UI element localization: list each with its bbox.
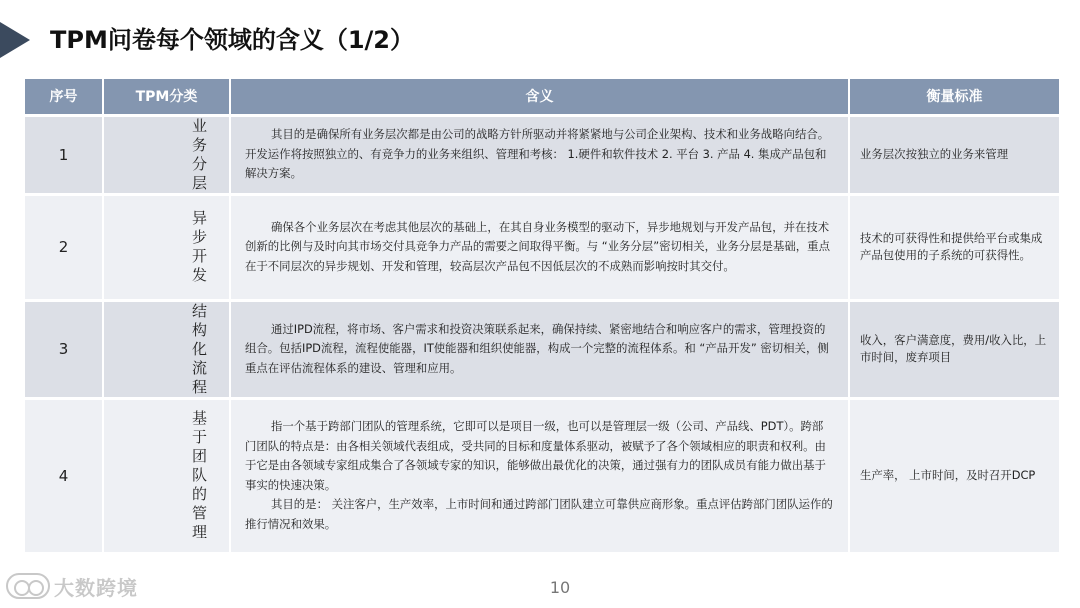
logo-text: 大数跨境 (54, 575, 138, 600)
row-category: 业务分层 (103, 115, 230, 194)
row-category: 异步开发 (103, 194, 230, 300)
row-category: 结构化流程 (103, 300, 230, 398)
meaning-paragraph: 其目的是确保所有业务层次都是由公司的战略方针所驱动并将紧紧地与公司企业架构、技术和业务战略向结合。开发运作将按照独立的、有竞争力的业务来组织、管理和考核： 1.硬件和软件技术 2. 平台 3. 产品 4. 集成产品包和解决方案。 (245, 127, 830, 181)
meaning-paragraph: 其目的是： 关注客户，生产效率，上市时间和通过跨部门团队建立可靠供应商形象。重点评估跨部门团队运作的推行情况和效果。 (245, 497, 833, 531)
row-meaning (230, 194, 849, 300)
row-meaning (230, 300, 849, 398)
table-header-row (25, 79, 1059, 115)
table-row (25, 115, 1059, 194)
tpm-table (25, 79, 1059, 552)
page-number: 10 (549, 578, 571, 597)
page-title: TPM问卷每个领域的含义（1/2） (50, 26, 415, 54)
row-metric: 业务层次按独立的业务来管理 (849, 115, 1059, 194)
row-metric: 技术的可获得性和提供给平台或集成产品包使用的子系统的可获得性。 (849, 194, 1059, 300)
row-number: 1 (25, 115, 103, 194)
meaning-paragraph: 通过IPD流程，将市场、客户需求和投资决策联系起来，确保持续、紧密地结合和响应客户的需求，管理投资的组合。包括IPD流程，流程使能器，IT使能器和组织使能器，构成一个完整的流程体系。和 “产品开发” 密切相关，侧重点在评估流程体系的建设、管理和应用。 (245, 321, 829, 375)
brand-logo (6, 571, 138, 601)
table-row (25, 398, 1059, 552)
header-no: 序号 (25, 79, 103, 115)
logo-icon (6, 573, 50, 599)
table-row (25, 300, 1059, 398)
title-arrow-decoration (0, 22, 30, 58)
row-number: 3 (25, 300, 103, 398)
row-meaning (230, 398, 849, 552)
row-number: 2 (25, 194, 103, 300)
row-category: 基于团队的管理 (103, 398, 230, 552)
header-meaning: 含义 (230, 79, 849, 115)
row-meaning (230, 115, 849, 194)
header-metric: 衡量标准 (849, 79, 1059, 115)
row-metric: 收入，客户满意度，费用/收入比，上市时间，废弃项目 (849, 300, 1059, 398)
meaning-paragraph: 确保各个业务层次在考虑其他层次的基础上，在其自身业务模型的驱动下，异步地规划与开发产品包，并在技术创新的比例与及时向其市场交付具竞争力产品的需要之间取得平衡。与 “业务分层”密切相关，业务分层是基础，重点在于不同层次的异步规划、开发和管理，较高层次产品包不因低层次的不成熟而影响按时其交付。 (245, 219, 830, 273)
table-row (25, 194, 1059, 300)
row-metric: 生产率， 上市时间，及时召开DCP (849, 398, 1059, 552)
row-number: 4 (25, 398, 103, 552)
header-category: TPM分类 (103, 79, 230, 115)
meaning-paragraph: 指一个基于跨部门团队的管理系统，它即可以是项目一级，也可以是管理层一级（公司、产品线、PDT）。跨部门团队的特点是：由各相关领域代表组成，受共同的目标和度量体系驱动，被赋予了各个领域相应的职责和权利。由于它是由各领域专家组成集合了各领域专家的知识，能够做出最优化的决策，通过强有力的团队成员有能力做出基于事实的快速决策。 (245, 419, 826, 492)
